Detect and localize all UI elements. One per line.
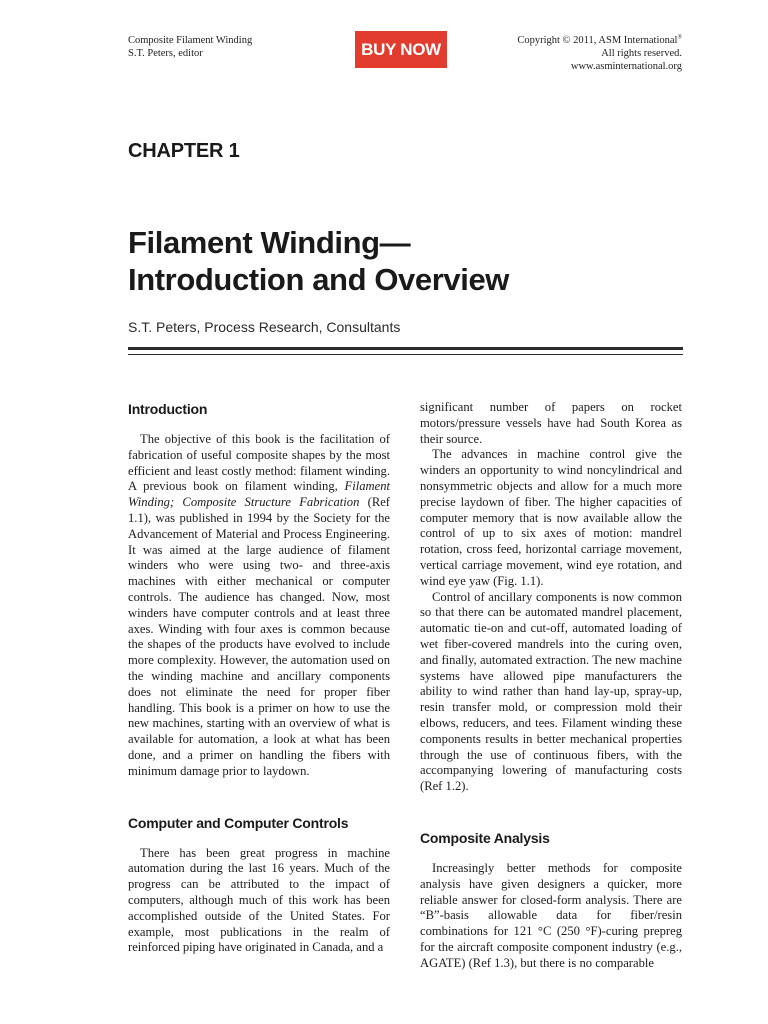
title-rule-thin [128,354,683,355]
left-column [128,400,390,956]
running-header-left [128,34,252,60]
computer-controls-paragraph: There has been great progress in machine automation during the last 16 years. Much of the progress can be attributed to the impact of computers, although much of this work has been accomplished outside of the United States. For example, most publications in the realm of reinforced piping have originated in Canada, and a [128,845,390,955]
cited-book-title: Filament Winding; Composite Structure Fabrication [128,479,390,510]
chapter-title [128,224,688,298]
buy-now-button[interactable]: BUY NOW [355,31,447,68]
chapter-title-line-1: Filament Winding— [128,225,411,260]
section-heading-computer-controls: Computer and Computer Controls [128,814,349,831]
title-rule-thick [128,347,683,350]
running-header-right [517,34,682,73]
section-heading-composite-analysis: Composite Analysis [420,829,550,846]
intro-text-a: The objective of this book is the facilitation of fabrication of useful composite shapes by the most efficient and least costly method: filament winding. A previous book on filament winding, [128,432,390,494]
machine-control-paragraph: The advances in machine control give the winders an opportunity to wind noncylindrical and nonsymmetric objects and allow for a much more precise laydown of fiber. The higher capacities of computer memory that is now available allow the control of up to six axes of motion: mandrel rotation, cross feed, horizontal carriage movement, vertical carriage movement, wind eye rotation, and wind eye yaw (Fig. 1.1). [420,447,682,588]
registered-mark: ® [677,34,682,41]
right-column [420,400,682,972]
chapter-title-line-2: Introduction and Overview [128,262,509,297]
chapter-author: S.T. Peters, Process Research, Consultants [128,319,401,335]
book-title-line: Composite Filament Winding [128,35,253,46]
ancillary-components-paragraph: Control of ancillary components is now common so that there can be automated mandrel placement, automatic tie-on and cut-off, automated loading of wet fiber-covered mandrels into the curing oven, and finally, automated extraction. The new machine systems have allowed pipe manufacturers the ability to wind rather than hand lay-up, spray-up, resin transfer mold, or compression mold their elbows, reducers, and tees. Filament winding these components results in better mechanical properties through the use of continuous fibers, with the accompanying lowering of manufacturing costs (Ref 1.2). [420,589,682,794]
continued-paragraph: significant number of papers on rocket motors/pressure vessels have had South Korea as their source. [420,400,682,446]
intro-text-b: (Ref 1.1), was published in 1994 by the Society for the Advancement of Material and Process Engineering. It was aimed at the large audience of filament winders who were using two- and three-axis machines with either mechanical or computer controls. The audience has changed. Now, most winders have computer controls and at least three axes. Winding with four axes is common because the shapes of the products have evolved to include more complexity. However, the automation used on the winding machine and ancillary components does not eliminate the need for proper fiber handling. This book is a primer on how to use the new machines, starting with an overview of what is available for automation, a look at what has been done, and a primer on handling the fibers with minimum damage prior to laydown. [128,495,391,778]
editor-line: S.T. Peters, editor [128,48,203,59]
copyright-text: Copyright © 2011, ASM International [517,35,678,46]
chapter-label: CHAPTER 1 [128,140,240,162]
rights-line: All rights reserved. [601,48,682,59]
copyright-line [517,34,682,47]
website-link[interactable]: www.asminternational.org [570,61,682,72]
introduction-paragraph [128,432,390,780]
composite-analysis-paragraph: Increasingly better methods for composite analysis have given designers a quicker, more reliable answer for closed-form analysis. There are “B”-basis allowable data for fiber/resin combinations for 121 °C (250 °F)-curing prepreg for the aircraft composite component industry (e.g., AGATE) (Ref 1.3), but there is no comparable [420,860,682,970]
section-heading-introduction: Introduction [128,401,208,417]
